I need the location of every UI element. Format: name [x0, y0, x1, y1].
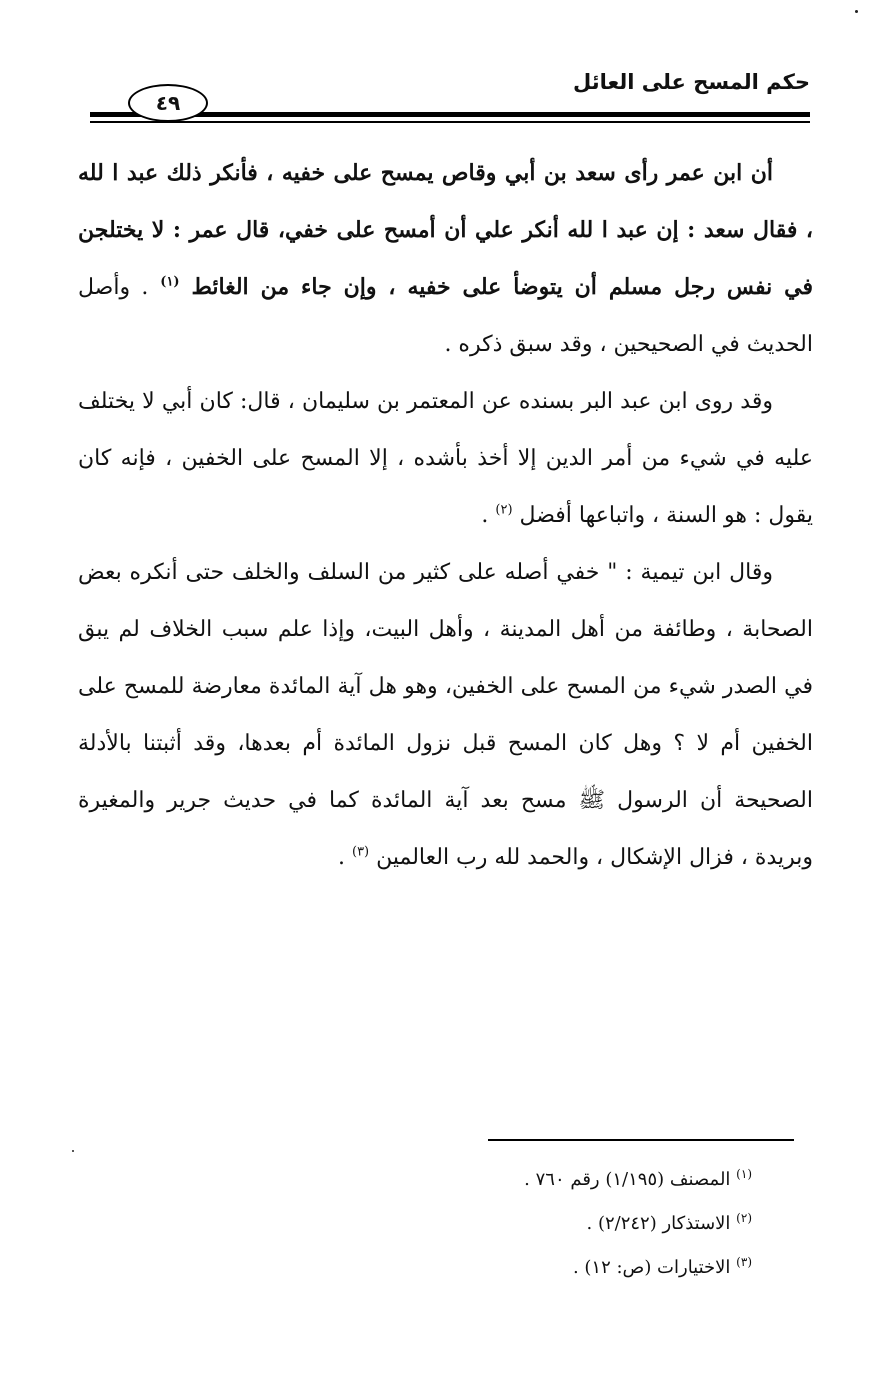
scan-speck	[72, 1150, 74, 1152]
footnote-1	[300, 1158, 752, 1202]
paragraph-3-end: .	[337, 845, 345, 870]
footnote-ref-1: (١)	[160, 274, 180, 290]
footnotes	[300, 1158, 752, 1290]
footnote-3-mark: (٣)	[736, 1255, 752, 1269]
footnote-ref-3: (٣)	[351, 844, 370, 860]
paragraph-2-end: .	[481, 503, 489, 528]
header-rule-thin	[90, 121, 810, 123]
paragraph-1	[78, 145, 813, 373]
footnote-3-text: الاختيارات (ص: ١٢) .	[572, 1257, 731, 1278]
paragraph-3	[78, 544, 813, 886]
footnote-2	[300, 1202, 752, 1246]
paragraph-3-text: وقال ابن تيمية : " خفي أصله على كثير من السلف والخلف حتى أنكره بعض الصحابة ، وطائفة من أهل المدينة ، وأهل البيت، وإذا علم سبب الخلاف لم يبق في الصدر شيء من المسح على الخفين، وهو هل آية المائدة معارضة للمسح على الخفين أم لا ؟ وهل كان المسح قبل نزول المائدة أم بعدها، وقد أثبتنا بالأدلة الصحيحة أن الرسول ﷺ مسح بعد آية المائدة كما في حديث جرير والمغيرة وبريدة ، فزال الإشكال ، والحمد لله رب العالمين	[78, 560, 813, 870]
page-header	[80, 60, 810, 130]
footnote-2-text: الاستذكار (٢/٢٤٢) .	[586, 1213, 731, 1234]
footnote-1-text: المصنف (١/١٩٥) رقم ٧٦٠ .	[524, 1169, 731, 1190]
scan-speck	[855, 10, 858, 13]
footnote-ref-2: (٢)	[495, 502, 513, 518]
footnote-1-mark: (١)	[736, 1167, 752, 1181]
paragraph-2-text: وقد روى ابن عبد البر بسنده عن المعتمر بن سليمان ، قال: كان أبي لا يختلف عليه في شيء من أمر الدين إلا أخذ بأشده ، إلا المسح على الخفين ، فإنه كان يقول : هو السنة ، واتباعها أفضل	[78, 389, 813, 528]
footnote-separator	[488, 1139, 794, 1141]
running-title: حكم المسح على العائل	[572, 70, 810, 94]
paragraph-1-continuation: . وأصل الحديث في الصحيحين ، وقد سبق ذكره .	[78, 275, 813, 357]
footnote-2-mark: (٢)	[736, 1211, 752, 1225]
page-number-oval: ٤٩	[128, 84, 208, 122]
footnote-3	[300, 1246, 752, 1290]
main-text	[78, 145, 813, 886]
paragraph-2	[78, 373, 813, 544]
paragraph-1-text: أن ابن عمر رأى سعد بن أبي وقاص يمسح على خفيه ، فأنكر ذلك عبد ا لله ، فقال سعد : إن عبد ا لله أنكر علي أن أمسح على خفي، قال عمر : لا يختلجن في نفس رجل مسلم أن يتوضأ على خفيه ، وإن جاء من الغائط	[78, 160, 813, 300]
